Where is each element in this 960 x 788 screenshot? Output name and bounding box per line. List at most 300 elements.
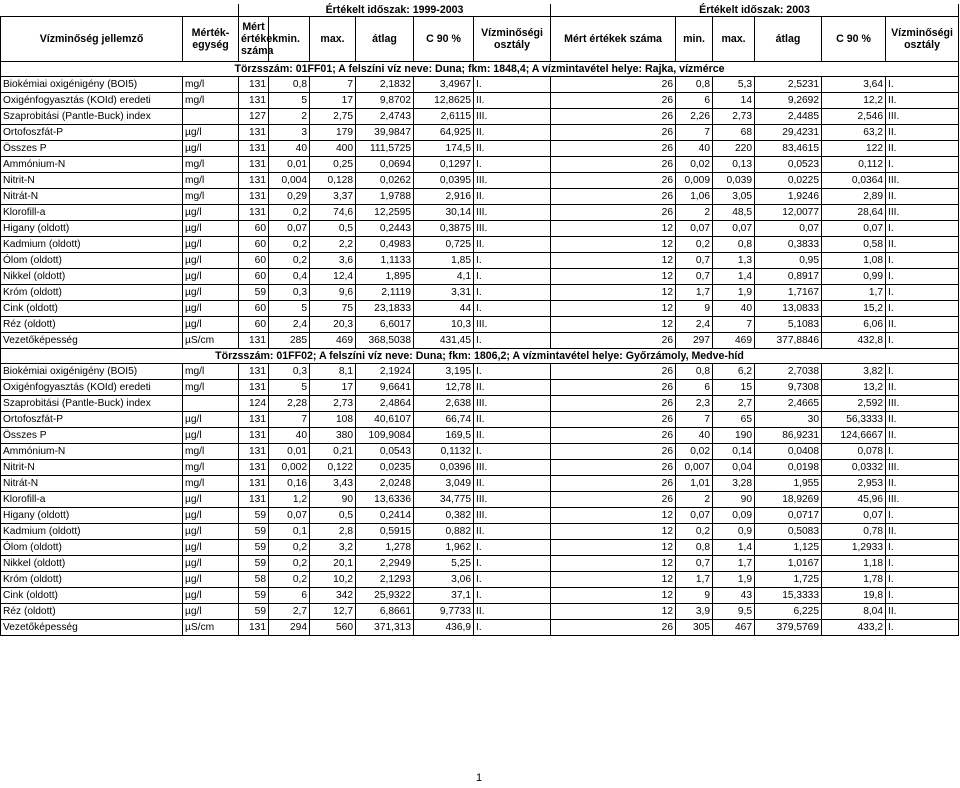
table-cell: 0,0395 xyxy=(414,173,474,189)
col-c90-2: C 90 % xyxy=(822,17,886,62)
col-min-1: min. xyxy=(269,17,310,62)
table-cell: II. xyxy=(886,604,959,620)
table-cell: III. xyxy=(886,460,959,476)
table-cell: 9,7733 xyxy=(414,604,474,620)
table-cell: III. xyxy=(474,396,551,412)
table-cell: 109,9084 xyxy=(356,428,414,444)
table-cell: 131 xyxy=(239,93,269,109)
table-cell: 131 xyxy=(239,333,269,349)
table-cell: 0,002 xyxy=(269,460,310,476)
col-max-1: max. xyxy=(310,17,356,62)
table-cell: 2,4 xyxy=(676,317,713,333)
table-cell: 0,0225 xyxy=(755,173,822,189)
section-title: Törzsszám: 01FF02; A felszíni víz neve: Duna; fkm: 1806,2; A vízmintavétel helye: Győrzámoly, Medve-híd xyxy=(1,349,959,364)
table-cell: 5 xyxy=(269,301,310,317)
period-1-label: Értékelt időszak: 1999-2003 xyxy=(239,4,551,17)
table-cell: 0,1 xyxy=(269,524,310,540)
table-cell: 12 xyxy=(551,253,676,269)
table-cell: 2,75 xyxy=(310,109,356,125)
table-cell: 0,58 xyxy=(822,237,886,253)
table-cell: 131 xyxy=(239,620,269,636)
table-cell: 30,14 xyxy=(414,205,474,221)
table-row xyxy=(1,93,959,109)
table-cell: Oxigénfogyasztás (KOId) eredeti xyxy=(1,93,183,109)
col-count-2: Mért értékek száma xyxy=(551,17,676,62)
table-cell: Nikkel (oldott) xyxy=(1,269,183,285)
table-cell: 2,916 xyxy=(414,189,474,205)
table-cell: I. xyxy=(474,269,551,285)
table-cell: Klorofill-a xyxy=(1,492,183,508)
table-cell: 469 xyxy=(310,333,356,349)
table-cell: I. xyxy=(474,301,551,317)
table-cell: 20,1 xyxy=(310,556,356,572)
table-cell: 9,6641 xyxy=(356,380,414,396)
table-cell: II. xyxy=(886,412,959,428)
table-cell: 0,07 xyxy=(269,508,310,524)
table-cell: I. xyxy=(886,157,959,173)
table-cell: 25,9322 xyxy=(356,588,414,604)
table-cell: Nitrit-N xyxy=(1,173,183,189)
table-row xyxy=(1,253,959,269)
table-cell: I. xyxy=(474,285,551,301)
table-cell: I. xyxy=(886,572,959,588)
table-cell: II. xyxy=(474,380,551,396)
table-cell: 17 xyxy=(310,93,356,109)
table-cell: 3,64 xyxy=(822,77,886,93)
table-cell: 26 xyxy=(551,109,676,125)
table-cell: 75 xyxy=(310,301,356,317)
table-cell: µg/l xyxy=(183,205,239,221)
table-cell: 2,73 xyxy=(310,396,356,412)
table-cell: 19,8 xyxy=(822,588,886,604)
table-cell: II. xyxy=(886,189,959,205)
table-cell: Összes P xyxy=(1,428,183,444)
table-cell: 0,07 xyxy=(713,221,755,237)
table-cell: 26 xyxy=(551,380,676,396)
table-cell: µg/l xyxy=(183,524,239,540)
table-cell: 43 xyxy=(713,588,755,604)
table-cell: II. xyxy=(474,125,551,141)
table-cell: 12,7 xyxy=(310,604,356,620)
table-cell: 64,925 xyxy=(414,125,474,141)
table-cell: 2,4665 xyxy=(755,396,822,412)
table-cell: I. xyxy=(886,556,959,572)
table-cell: Klorofill-a xyxy=(1,205,183,221)
table-cell: III. xyxy=(474,173,551,189)
table-cell: 3,43 xyxy=(310,476,356,492)
table-cell: 26 xyxy=(551,173,676,189)
table-cell: 0,078 xyxy=(822,444,886,460)
table-cell: 0,5 xyxy=(310,221,356,237)
col-count-1: Mért értékek száma xyxy=(239,17,269,62)
table-cell: 122 xyxy=(822,141,886,157)
table-cell: 26 xyxy=(551,492,676,508)
table-cell: 3,37 xyxy=(310,189,356,205)
table-cell: µg/l xyxy=(183,141,239,157)
table-cell: 2 xyxy=(269,109,310,125)
table-cell: 12,8625 xyxy=(414,93,474,109)
table-cell: 3,049 xyxy=(414,476,474,492)
table-cell: 0,382 xyxy=(414,508,474,524)
table-cell: 0,25 xyxy=(310,157,356,173)
table-cell: 60 xyxy=(239,221,269,237)
table-cell: 2,7 xyxy=(713,396,755,412)
table-cell: 0,07 xyxy=(676,508,713,524)
table-cell: 0,9 xyxy=(713,524,755,540)
table-row xyxy=(1,524,959,540)
table-cell: 8,04 xyxy=(822,604,886,620)
table-cell: 3,9 xyxy=(676,604,713,620)
table-cell: 68 xyxy=(713,125,755,141)
table-cell: 3,2 xyxy=(310,540,356,556)
table-cell: Cink (oldott) xyxy=(1,301,183,317)
table-cell: Ólom (oldott) xyxy=(1,253,183,269)
table-cell: Cink (oldott) xyxy=(1,588,183,604)
table-cell: 1,2933 xyxy=(822,540,886,556)
table-cell: 305 xyxy=(676,620,713,636)
table-cell: 127 xyxy=(239,109,269,125)
table-cell: 26 xyxy=(551,189,676,205)
table-cell: 26 xyxy=(551,412,676,428)
table-cell: µS/cm xyxy=(183,620,239,636)
table-cell: 1,3 xyxy=(713,253,755,269)
table-cell: 3,28 xyxy=(713,476,755,492)
table-cell: 2,592 xyxy=(822,396,886,412)
table-cell: 5,25 xyxy=(414,556,474,572)
table-cell: Réz (oldott) xyxy=(1,317,183,333)
table-cell: 124,6667 xyxy=(822,428,886,444)
table-cell: Ortofoszfát-P xyxy=(1,412,183,428)
table-cell: µg/l xyxy=(183,221,239,237)
table-cell: Biokémiai oxigénigény (BOI5) xyxy=(1,77,183,93)
table-cell: 0,2 xyxy=(269,540,310,556)
table-cell: 0,882 xyxy=(414,524,474,540)
table-cell: III. xyxy=(474,460,551,476)
table-cell: I. xyxy=(886,301,959,317)
table-cell: 26 xyxy=(551,364,676,380)
table-cell: 0,21 xyxy=(310,444,356,460)
table-cell: 0,4 xyxy=(269,269,310,285)
table-cell: 2,1119 xyxy=(356,285,414,301)
table-cell: 1,9788 xyxy=(356,189,414,205)
table-cell: 0,78 xyxy=(822,524,886,540)
table-cell: 436,9 xyxy=(414,620,474,636)
table-cell: 59 xyxy=(239,588,269,604)
table-cell: 59 xyxy=(239,508,269,524)
table-cell: 5 xyxy=(269,93,310,109)
table-cell: II. xyxy=(886,380,959,396)
table-row xyxy=(1,205,959,221)
table-cell: 26 xyxy=(551,157,676,173)
table-cell: 12 xyxy=(551,285,676,301)
table-cell: 40 xyxy=(676,141,713,157)
table-cell: 1,278 xyxy=(356,540,414,556)
table-cell: 379,5769 xyxy=(755,620,822,636)
table-cell: 0,4983 xyxy=(356,237,414,253)
table-cell: 26 xyxy=(551,333,676,349)
table-cell: I. xyxy=(474,444,551,460)
table-cell: Biokémiai oxigénigény (BOI5) xyxy=(1,364,183,380)
table-cell: 26 xyxy=(551,396,676,412)
table-cell: 0,02 xyxy=(676,444,713,460)
table-cell: 8,1 xyxy=(310,364,356,380)
table-cell: III. xyxy=(474,221,551,237)
table-cell: 26 xyxy=(551,205,676,221)
table-cell: 15,3333 xyxy=(755,588,822,604)
table-cell: I. xyxy=(474,540,551,556)
table-cell: 2,1832 xyxy=(356,77,414,93)
table-cell: I. xyxy=(886,285,959,301)
table-cell: 1,7167 xyxy=(755,285,822,301)
table-cell: Vezetőképesség xyxy=(1,620,183,636)
table-cell: 2,7038 xyxy=(755,364,822,380)
table-cell: µg/l xyxy=(183,317,239,333)
table-row xyxy=(1,380,959,396)
table-cell: 0,8917 xyxy=(755,269,822,285)
table-cell: mg/l xyxy=(183,460,239,476)
col-class-1: Vízminőségi osztály xyxy=(474,17,551,62)
table-cell: µg/l xyxy=(183,604,239,620)
table-row xyxy=(1,428,959,444)
table-cell: mg/l xyxy=(183,476,239,492)
table-cell: 40 xyxy=(269,428,310,444)
table-cell: µg/l xyxy=(183,253,239,269)
table-cell: µg/l xyxy=(183,492,239,508)
table-cell: 294 xyxy=(269,620,310,636)
table-cell: 2 xyxy=(676,492,713,508)
table-cell: mg/l xyxy=(183,93,239,109)
table-cell: 56,3333 xyxy=(822,412,886,428)
table-cell: I. xyxy=(886,253,959,269)
table-cell: Réz (oldott) xyxy=(1,604,183,620)
table-cell: 469 xyxy=(713,333,755,349)
table-cell: 6,225 xyxy=(755,604,822,620)
table-cell: 34,775 xyxy=(414,492,474,508)
table-cell: 0,95 xyxy=(755,253,822,269)
table-cell: 0,122 xyxy=(310,460,356,476)
table-cell: 0,0408 xyxy=(755,444,822,460)
table-cell: II. xyxy=(886,317,959,333)
col-class-2: Vízminőségi osztály xyxy=(886,17,959,62)
table-cell: 131 xyxy=(239,173,269,189)
table-cell: µg/l xyxy=(183,285,239,301)
table-cell: 59 xyxy=(239,285,269,301)
table-cell: 28,64 xyxy=(822,205,886,221)
period-header-row xyxy=(1,4,959,17)
table-cell: mg/l xyxy=(183,444,239,460)
table-cell: 26 xyxy=(551,620,676,636)
table-cell: 3,05 xyxy=(713,189,755,205)
table-cell: 9,5 xyxy=(713,604,755,620)
table-cell: I. xyxy=(474,588,551,604)
table-cell: µg/l xyxy=(183,301,239,317)
table-cell: 0,3833 xyxy=(755,237,822,253)
table-cell: 90 xyxy=(713,492,755,508)
table-cell: 124 xyxy=(239,396,269,412)
table-cell: 26 xyxy=(551,125,676,141)
table-cell: 58 xyxy=(239,572,269,588)
table-cell: 131 xyxy=(239,380,269,396)
table-cell xyxy=(183,396,239,412)
table-cell: Króm (oldott) xyxy=(1,285,183,301)
table-cell: 5,3 xyxy=(713,77,755,93)
table-cell: II. xyxy=(474,237,551,253)
table-cell: III. xyxy=(474,109,551,125)
table-cell: 83,4615 xyxy=(755,141,822,157)
table-cell: 3,4967 xyxy=(414,77,474,93)
table-cell: 1,1133 xyxy=(356,253,414,269)
table-cell: 0,8 xyxy=(676,364,713,380)
table-cell: 342 xyxy=(310,588,356,604)
table-cell: 0,07 xyxy=(676,221,713,237)
table-cell: mg/l xyxy=(183,77,239,93)
table-cell: µg/l xyxy=(183,412,239,428)
table-cell: 86,9231 xyxy=(755,428,822,444)
table-cell: 2,89 xyxy=(822,189,886,205)
table-cell: Nitrit-N xyxy=(1,460,183,476)
table-row xyxy=(1,109,959,125)
table-cell: 1,78 xyxy=(822,572,886,588)
table-cell: 1,08 xyxy=(822,253,886,269)
table-row xyxy=(1,125,959,141)
table-cell: 2 xyxy=(676,205,713,221)
table-cell: 9,6 xyxy=(310,285,356,301)
table-cell: III. xyxy=(886,492,959,508)
table-cell: 30 xyxy=(755,412,822,428)
table-cell: 2,953 xyxy=(822,476,886,492)
table-cell: µg/l xyxy=(183,269,239,285)
table-cell: 3,31 xyxy=(414,285,474,301)
table-row xyxy=(1,141,959,157)
table-cell: 2,638 xyxy=(414,396,474,412)
table-cell: 0,13 xyxy=(713,157,755,173)
table-cell: 0,007 xyxy=(676,460,713,476)
table-cell: III. xyxy=(474,508,551,524)
table-cell: 108 xyxy=(310,412,356,428)
table-cell: II. xyxy=(886,428,959,444)
table-cell: 12 xyxy=(551,572,676,588)
table-row xyxy=(1,588,959,604)
table-cell: 63,2 xyxy=(822,125,886,141)
table-cell xyxy=(183,109,239,125)
table-cell: 2,6115 xyxy=(414,109,474,125)
table-cell: I. xyxy=(474,556,551,572)
table-cell: 0,09 xyxy=(713,508,755,524)
table-cell: Higany (oldott) xyxy=(1,508,183,524)
table-cell: 12 xyxy=(551,221,676,237)
table-row xyxy=(1,620,959,636)
table-cell: 1,955 xyxy=(755,476,822,492)
table-cell: 0,0332 xyxy=(822,460,886,476)
table-cell: 7 xyxy=(713,317,755,333)
table-cell: 431,45 xyxy=(414,333,474,349)
table-cell: 12,2595 xyxy=(356,205,414,221)
table-cell: 12 xyxy=(551,317,676,333)
table-cell: 1,18 xyxy=(822,556,886,572)
table-cell: 0,7 xyxy=(676,253,713,269)
table-cell: 26 xyxy=(551,444,676,460)
table-row xyxy=(1,77,959,93)
table-cell: 66,74 xyxy=(414,412,474,428)
table-cell: 3 xyxy=(269,125,310,141)
table-cell: II. xyxy=(886,125,959,141)
table-cell: 60 xyxy=(239,317,269,333)
table-cell: I. xyxy=(886,333,959,349)
table-cell: I. xyxy=(886,221,959,237)
table-cell: 1,9 xyxy=(713,572,755,588)
table-cell: 0,7 xyxy=(676,556,713,572)
table-cell: 26 xyxy=(551,141,676,157)
table-cell: 1,4 xyxy=(713,269,755,285)
table-cell: 26 xyxy=(551,476,676,492)
table-cell: Ólom (oldott) xyxy=(1,540,183,556)
table-cell: 0,725 xyxy=(414,237,474,253)
table-cell: 7 xyxy=(310,77,356,93)
table-cell: 169,5 xyxy=(414,428,474,444)
table-cell: µS/cm xyxy=(183,333,239,349)
table-cell: 560 xyxy=(310,620,356,636)
col-min-2: min. xyxy=(676,17,713,62)
table-cell: 12,2 xyxy=(822,93,886,109)
table-cell: 60 xyxy=(239,237,269,253)
table-cell: 39,9847 xyxy=(356,125,414,141)
table-cell: 2,8 xyxy=(310,524,356,540)
table-cell: 1,06 xyxy=(676,189,713,205)
table-row xyxy=(1,476,959,492)
table-cell: 131 xyxy=(239,412,269,428)
table-cell: 131 xyxy=(239,77,269,93)
table-cell: I. xyxy=(474,157,551,173)
table-cell: II. xyxy=(474,412,551,428)
table-cell: II. xyxy=(886,141,959,157)
table-cell: 26 xyxy=(551,428,676,444)
table-cell: Ammónium-N xyxy=(1,444,183,460)
table-cell: II. xyxy=(474,93,551,109)
table-cell: 29,4231 xyxy=(755,125,822,141)
table-cell: 40 xyxy=(713,301,755,317)
table-cell: 0,004 xyxy=(269,173,310,189)
table-cell: 285 xyxy=(269,333,310,349)
table-cell: 0,14 xyxy=(713,444,755,460)
table-cell: 15 xyxy=(713,380,755,396)
table-cell: I. xyxy=(886,540,959,556)
table-row xyxy=(1,556,959,572)
table-cell: I. xyxy=(474,77,551,93)
table-cell: 0,29 xyxy=(269,189,310,205)
table-cell: 0,2 xyxy=(269,572,310,588)
table-cell: 0,99 xyxy=(822,269,886,285)
table-cell: 59 xyxy=(239,556,269,572)
col-parameter: Vízminőség jellemző xyxy=(1,17,183,62)
table-cell: 60 xyxy=(239,301,269,317)
col-c90-1: C 90 % xyxy=(414,17,474,62)
table-cell: 0,02 xyxy=(676,157,713,173)
table-cell: 7 xyxy=(269,412,310,428)
table-cell: III. xyxy=(886,173,959,189)
table-cell: 40 xyxy=(269,141,310,157)
section-title: Törzsszám: 01FF01; A felszíni víz neve: Duna; fkm: 1848,4; A vízmintavétel helye: Rajka, vízmérce xyxy=(1,62,959,77)
table-cell: 44 xyxy=(414,301,474,317)
table-cell: I. xyxy=(886,508,959,524)
table-row xyxy=(1,508,959,524)
table-cell: 90 xyxy=(310,492,356,508)
table-cell: 0,2 xyxy=(269,253,310,269)
table-cell: 12 xyxy=(551,508,676,524)
table-cell: 0,2 xyxy=(269,237,310,253)
table-cell: II. xyxy=(474,189,551,205)
table-cell: 0,2414 xyxy=(356,508,414,524)
table-cell: 3,6 xyxy=(310,253,356,269)
